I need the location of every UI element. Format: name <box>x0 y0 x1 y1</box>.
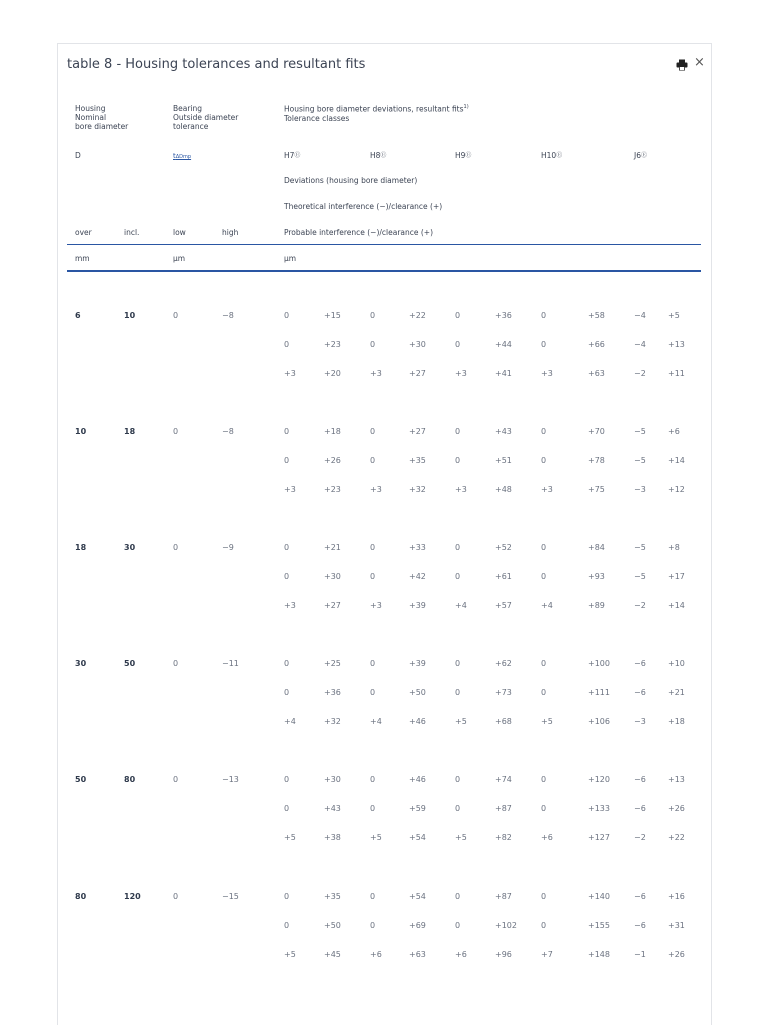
cell-value: +41 <box>495 369 512 378</box>
cell-value: +15 <box>324 311 341 320</box>
cell-value: −6 <box>634 921 646 930</box>
cell-value: 0 <box>455 456 461 465</box>
cell-value: +32 <box>409 485 426 494</box>
cell-high: −9 <box>222 543 234 552</box>
cell-value: 0 <box>370 688 376 697</box>
cell-value: +3 <box>455 369 467 378</box>
cell-value: +3 <box>370 601 382 610</box>
cell-value: +148 <box>588 950 610 959</box>
cell-value: −4 <box>634 311 646 320</box>
cell-incl: 120 <box>124 892 141 901</box>
cell-value: +5 <box>455 833 467 842</box>
cell-value: +3 <box>370 485 382 494</box>
cell-value: +5 <box>455 717 467 726</box>
class-h9: H9Ⓔ <box>455 151 472 160</box>
cell-low: 0 <box>173 659 179 668</box>
cell-value: +27 <box>324 601 341 610</box>
cell-value: 0 <box>370 892 376 901</box>
cell-value: +36 <box>324 688 341 697</box>
cell-value: 0 <box>455 543 461 552</box>
cell-over: 18 <box>75 543 87 552</box>
cell-value: 0 <box>455 688 461 697</box>
header-divider <box>67 244 701 245</box>
cell-value: +155 <box>588 921 610 930</box>
cell-value: +16 <box>668 892 685 901</box>
cell-value: +17 <box>668 572 685 581</box>
cell-value: +30 <box>409 340 426 349</box>
cell-value: 0 <box>284 688 290 697</box>
cell-over: 50 <box>75 775 87 784</box>
header-low: low <box>173 228 186 237</box>
cell-value: 0 <box>284 543 290 552</box>
cell-value: −5 <box>634 572 646 581</box>
header-deviations: Housing bore diameter deviations, resultant fits$^{1)}$ Tolerance classes <box>284 104 469 123</box>
cell-value: +6 <box>370 950 382 959</box>
cell-value: +3 <box>370 369 382 378</box>
cell-value: −5 <box>634 456 646 465</box>
cell-value: +140 <box>588 892 610 901</box>
print-icon[interactable] <box>676 59 688 71</box>
cell-value: +75 <box>588 485 605 494</box>
cell-value: −2 <box>634 833 646 842</box>
cell-incl: 50 <box>124 659 136 668</box>
cell-value: +3 <box>284 369 296 378</box>
cell-value: 0 <box>370 572 376 581</box>
cell-value: +5 <box>370 833 382 842</box>
cell-value: +61 <box>495 572 512 581</box>
cell-over: 10 <box>75 427 87 436</box>
cell-value: −2 <box>634 369 646 378</box>
cell-value: 0 <box>370 340 376 349</box>
cell-value: +100 <box>588 659 610 668</box>
cell-value: 0 <box>455 892 461 901</box>
cell-value: 0 <box>284 804 290 813</box>
row-label-deviations: Deviations (housing bore diameter) <box>284 176 418 185</box>
cell-value: +26 <box>668 950 685 959</box>
cell-value: +18 <box>668 717 685 726</box>
cell-value: 0 <box>455 804 461 813</box>
unit-um-housing: µm <box>284 254 297 263</box>
cell-incl: 10 <box>124 311 136 320</box>
cell-value: 0 <box>455 659 461 668</box>
cell-value: +63 <box>409 950 426 959</box>
cell-value: 0 <box>284 775 290 784</box>
cell-value: +22 <box>668 833 685 842</box>
cell-high: −8 <box>222 427 234 436</box>
row-label-theoretical: Theoretical interference (−)/clearance (+) <box>284 202 443 211</box>
cell-value: +11 <box>668 369 685 378</box>
cell-value: −1 <box>634 950 646 959</box>
cell-value: +14 <box>668 456 685 465</box>
cell-value: +87 <box>495 892 512 901</box>
cell-value: 0 <box>541 456 547 465</box>
cell-value: +78 <box>588 456 605 465</box>
cell-value: 0 <box>370 456 376 465</box>
cell-value: +4 <box>455 601 467 610</box>
cell-high: −11 <box>222 659 239 668</box>
cell-value: 0 <box>541 892 547 901</box>
cell-value: +48 <box>495 485 512 494</box>
cell-value: 0 <box>370 311 376 320</box>
cell-value: 0 <box>541 427 547 436</box>
cell-over: 30 <box>75 659 87 668</box>
cell-value: 0 <box>541 921 547 930</box>
cell-value: +13 <box>668 775 685 784</box>
cell-value: 0 <box>370 427 376 436</box>
cell-value: −4 <box>634 340 646 349</box>
row-label-probable: Probable interference (−)/clearance (+) <box>284 228 434 237</box>
cell-value: +25 <box>324 659 341 668</box>
unit-um-bearing: µm <box>173 254 186 263</box>
cell-value: +84 <box>588 543 605 552</box>
cell-value: +89 <box>588 601 605 610</box>
cell-value: +6 <box>541 833 553 842</box>
cell-high: −13 <box>222 775 239 784</box>
cell-over: 80 <box>75 892 87 901</box>
cell-value: +36 <box>495 311 512 320</box>
cell-value: +106 <box>588 717 610 726</box>
cell-value: −3 <box>634 717 646 726</box>
cell-low: 0 <box>173 311 179 320</box>
cell-high: −8 <box>222 311 234 320</box>
cell-value: +66 <box>588 340 605 349</box>
cell-value: +13 <box>668 340 685 349</box>
cell-over: 6 <box>75 311 81 320</box>
cell-value: 0 <box>541 543 547 552</box>
cell-value: +82 <box>495 833 512 842</box>
cell-value: +50 <box>409 688 426 697</box>
cell-value: +54 <box>409 892 426 901</box>
cell-value: −2 <box>634 601 646 610</box>
cell-value: +57 <box>495 601 512 610</box>
cell-value: +39 <box>409 659 426 668</box>
cell-value: +12 <box>668 485 685 494</box>
cell-value: 0 <box>284 659 290 668</box>
cell-value: +38 <box>324 833 341 842</box>
cell-value: +33 <box>409 543 426 552</box>
cell-low: 0 <box>173 543 179 552</box>
cell-value: +5 <box>668 311 680 320</box>
cell-value: 0 <box>284 572 290 581</box>
cell-value: +26 <box>668 804 685 813</box>
cell-value: +52 <box>495 543 512 552</box>
cell-value: +30 <box>324 572 341 581</box>
cell-value: +3 <box>541 369 553 378</box>
cell-value: +93 <box>588 572 605 581</box>
cell-value: 0 <box>541 775 547 784</box>
cell-value: +59 <box>409 804 426 813</box>
cell-value: 0 <box>541 688 547 697</box>
cell-value: 0 <box>455 427 461 436</box>
cell-value: +51 <box>495 456 512 465</box>
cell-value: +30 <box>324 775 341 784</box>
cell-value: 0 <box>455 572 461 581</box>
class-j6: J6Ⓔ <box>634 151 647 160</box>
cell-value: +54 <box>409 833 426 842</box>
cell-value: 0 <box>370 775 376 784</box>
cell-value: 0 <box>284 892 290 901</box>
cell-value: −6 <box>634 688 646 697</box>
close-icon[interactable]: × <box>694 55 705 70</box>
header-over: over <box>75 228 92 237</box>
cell-incl: 80 <box>124 775 136 784</box>
cell-value: +5 <box>541 717 553 726</box>
cell-value: +4 <box>370 717 382 726</box>
unit-mm: mm <box>75 254 90 263</box>
cell-value: +3 <box>284 601 296 610</box>
cell-value: 0 <box>284 427 290 436</box>
cell-value: +10 <box>668 659 685 668</box>
cell-value: +27 <box>409 369 426 378</box>
class-h10: H10Ⓔ <box>541 151 563 160</box>
cell-high: −15 <box>222 892 239 901</box>
cell-value: +3 <box>541 485 553 494</box>
cell-value: +20 <box>324 369 341 378</box>
cell-value: 0 <box>284 311 290 320</box>
cell-value: +3 <box>284 485 296 494</box>
cell-value: +102 <box>495 921 517 930</box>
cell-value: +23 <box>324 485 341 494</box>
cell-value: +42 <box>409 572 426 581</box>
cell-value: +43 <box>324 804 341 813</box>
cell-low: 0 <box>173 775 179 784</box>
cell-value: +32 <box>324 717 341 726</box>
cell-value: +69 <box>409 921 426 930</box>
cell-value: +6 <box>455 950 467 959</box>
cell-value: 0 <box>284 921 290 930</box>
cell-low: 0 <box>173 427 179 436</box>
cell-value: +35 <box>409 456 426 465</box>
header-bearing: Bearing Outside diameter tolerance <box>173 104 239 131</box>
cell-value: 0 <box>284 340 290 349</box>
cell-value: +133 <box>588 804 610 813</box>
cell-incl: 30 <box>124 543 136 552</box>
cell-value: −6 <box>634 775 646 784</box>
cell-value: −6 <box>634 804 646 813</box>
cell-value: 0 <box>455 311 461 320</box>
cell-value: +87 <box>495 804 512 813</box>
cell-value: +58 <box>588 311 605 320</box>
cell-low: 0 <box>173 892 179 901</box>
cell-value: +27 <box>409 427 426 436</box>
cell-value: +74 <box>495 775 512 784</box>
cell-value: +73 <box>495 688 512 697</box>
cell-value: 0 <box>455 775 461 784</box>
cell-value: 0 <box>370 659 376 668</box>
cell-value: +4 <box>541 601 553 610</box>
cell-value: 0 <box>541 311 547 320</box>
cell-value: −5 <box>634 427 646 436</box>
cell-value: +21 <box>668 688 685 697</box>
table-dialog <box>57 43 712 1025</box>
cell-incl: 18 <box>124 427 136 436</box>
cell-value: +4 <box>284 717 296 726</box>
cell-value: +26 <box>324 456 341 465</box>
cell-value: +31 <box>668 921 685 930</box>
cell-value: 0 <box>541 340 547 349</box>
cell-value: +23 <box>324 340 341 349</box>
cell-value: +62 <box>495 659 512 668</box>
cell-value: +63 <box>588 369 605 378</box>
cell-value: +45 <box>324 950 341 959</box>
cell-value: −3 <box>634 485 646 494</box>
cell-value: +68 <box>495 717 512 726</box>
cell-value: +96 <box>495 950 512 959</box>
cell-value: +43 <box>495 427 512 436</box>
cell-value: +44 <box>495 340 512 349</box>
cell-value: +39 <box>409 601 426 610</box>
cell-value: +50 <box>324 921 341 930</box>
cell-value: +35 <box>324 892 341 901</box>
cell-value: +7 <box>541 950 553 959</box>
header-t-link[interactable]: tΔDmp <box>173 152 192 160</box>
header-housing: Housing Nominal bore diameter <box>75 104 129 131</box>
cell-value: +5 <box>284 833 296 842</box>
cell-value: +18 <box>324 427 341 436</box>
page-title: table 8 - Housing tolerances and resultant fits <box>67 57 366 72</box>
cell-value: +111 <box>588 688 610 697</box>
cell-value: +70 <box>588 427 605 436</box>
cell-value: 0 <box>541 804 547 813</box>
cell-value: +21 <box>324 543 341 552</box>
cell-value: 0 <box>370 543 376 552</box>
cell-value: 0 <box>541 572 547 581</box>
header-bottom-rule <box>67 270 701 272</box>
cell-value: 0 <box>370 921 376 930</box>
cell-value: 0 <box>370 804 376 813</box>
cell-value: −5 <box>634 543 646 552</box>
class-h8: H8Ⓔ <box>370 151 387 160</box>
cell-value: 0 <box>541 659 547 668</box>
header-high: high <box>222 228 239 237</box>
cell-value: +14 <box>668 601 685 610</box>
cell-value: +46 <box>409 775 426 784</box>
cell-value: +120 <box>588 775 610 784</box>
header-d: D <box>75 151 81 160</box>
cell-value: −6 <box>634 659 646 668</box>
cell-value: 0 <box>284 456 290 465</box>
header-incl: incl. <box>124 228 140 237</box>
cell-value: +3 <box>455 485 467 494</box>
cell-value: +127 <box>588 833 610 842</box>
cell-value: 0 <box>455 921 461 930</box>
cell-value: +8 <box>668 543 680 552</box>
class-h7: H7Ⓔ <box>284 151 301 160</box>
cell-value: 0 <box>455 340 461 349</box>
cell-value: +22 <box>409 311 426 320</box>
cell-value: +6 <box>668 427 680 436</box>
cell-value: +5 <box>284 950 296 959</box>
cell-value: −6 <box>634 892 646 901</box>
cell-value: +46 <box>409 717 426 726</box>
